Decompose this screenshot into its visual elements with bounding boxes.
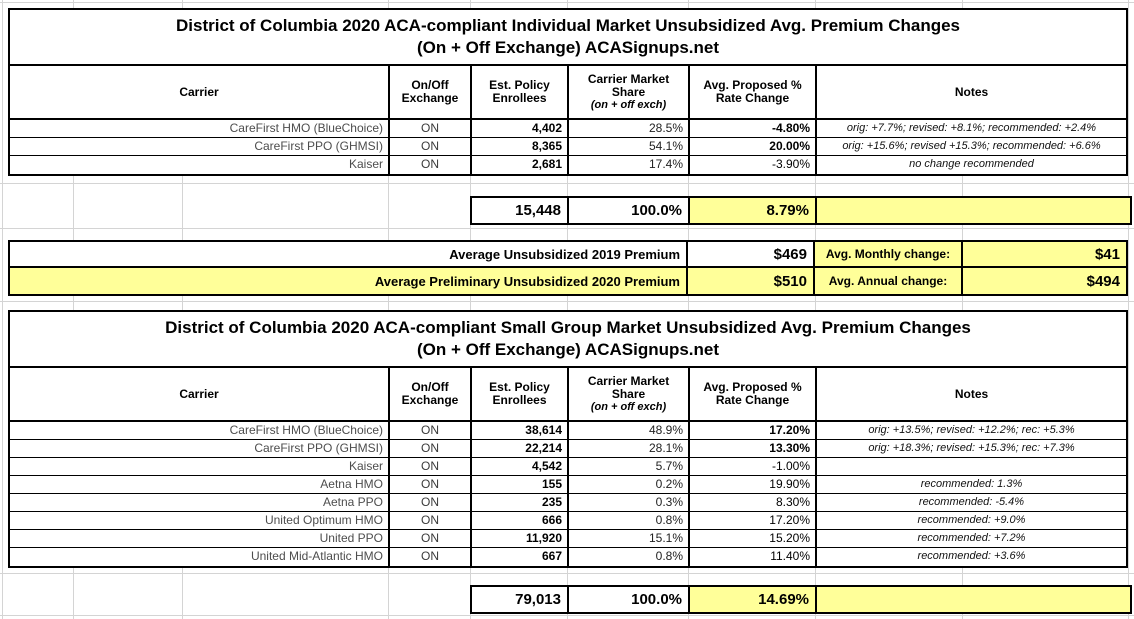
gridline <box>2 0 3 619</box>
exchange-cell: ON <box>390 512 472 529</box>
individual-market-table <box>8 8 1128 176</box>
exchange-cell: ON <box>390 138 472 155</box>
total-share: 100.0% <box>569 587 690 612</box>
carrier-cell: Aetna HMO <box>10 476 390 493</box>
small-group-market-table <box>8 310 1128 568</box>
col-header-market-share-main: Carrier Market Share <box>587 71 670 99</box>
carrier-cell: Aetna PPO <box>10 494 390 511</box>
enrollees-cell: 2,681 <box>472 156 569 174</box>
col-header-rate-change: Avg. Proposed % Rate Change <box>690 66 817 118</box>
table-row <box>10 120 1126 138</box>
share-cell: 0.8% <box>569 512 690 529</box>
table-row <box>10 440 1126 458</box>
total-notes <box>817 198 1130 223</box>
col-header-carrier: Carrier <box>10 66 390 118</box>
share-cell: 28.1% <box>569 440 690 457</box>
premium-summary <box>8 240 1128 296</box>
total-enrollees: 15,448 <box>472 198 569 223</box>
table-row <box>10 422 1126 440</box>
exchange-cell: ON <box>390 440 472 457</box>
premium-2019-value: $469 <box>688 242 815 266</box>
total-notes <box>817 587 1130 612</box>
small-group-totals-row <box>470 585 1132 614</box>
rate-cell: 13.30% <box>690 440 817 457</box>
notes-cell: recommended: -5.4% <box>918 496 1025 508</box>
share-cell: 0.3% <box>569 494 690 511</box>
share-cell: 28.5% <box>569 120 690 137</box>
rate-cell: 11.40% <box>690 548 817 566</box>
notes-cell: recommended: +9.0% <box>917 514 1026 526</box>
table-title-line1: District of Columbia 2020 ACA-compliant Small Group Market Unsubsidized Avg. Premium Changes <box>165 317 971 337</box>
enrollees-cell: 667 <box>472 548 569 566</box>
enrollees-cell: 11,920 <box>472 530 569 547</box>
share-cell: 0.2% <box>569 476 690 493</box>
carrier-cell: CareFirst PPO (GHMSI) <box>10 138 390 155</box>
col-header-exchange: On/Off Exchange <box>390 66 472 118</box>
total-share: 100.0% <box>569 198 690 223</box>
gridline <box>0 615 1134 616</box>
col-header-market-share-main: Carrier Market Share <box>587 373 670 401</box>
rate-cell: 17.20% <box>690 422 817 439</box>
table-row <box>10 156 1126 174</box>
notes-cell: recommended: 1.3% <box>920 478 1023 490</box>
share-cell: 54.1% <box>569 138 690 155</box>
total-enrollees: 79,013 <box>472 587 569 612</box>
rate-cell: 15.20% <box>690 530 817 547</box>
rate-cell: -4.80% <box>690 120 817 137</box>
table-title <box>10 10 1126 66</box>
enrollees-cell: 8,365 <box>472 138 569 155</box>
table-row <box>10 138 1126 156</box>
col-header-market-share <box>569 66 690 118</box>
table-row <box>10 458 1126 476</box>
col-header-rate-change: Avg. Proposed % Rate Change <box>690 368 817 420</box>
carrier-cell: United PPO <box>10 530 390 547</box>
carrier-cell: United Mid-Atlantic HMO <box>10 548 390 566</box>
exchange-cell: ON <box>390 422 472 439</box>
exchange-cell: ON <box>390 530 472 547</box>
col-header-notes: Notes <box>954 386 989 401</box>
exchange-cell: ON <box>390 458 472 475</box>
col-header-notes: Notes <box>954 84 989 99</box>
annual-change-value: $494 <box>963 268 1126 294</box>
exchange-cell: ON <box>390 120 472 137</box>
monthly-change-value: $41 <box>963 242 1126 266</box>
premium-2019-row <box>10 242 1126 268</box>
table-row <box>10 512 1126 530</box>
premium-2020-label: Average Preliminary Unsubsidized 2020 Premium <box>10 268 688 294</box>
carrier-cell: CareFirst HMO (BlueChoice) <box>10 422 390 439</box>
rate-cell: 19.90% <box>690 476 817 493</box>
col-header-market-share-sub: (on + off exch) <box>590 98 667 111</box>
exchange-cell: ON <box>390 156 472 174</box>
share-cell: 48.9% <box>569 422 690 439</box>
table-row <box>10 530 1126 548</box>
col-header-market-share-sub: (on + off exch) <box>590 400 667 413</box>
col-header-exchange: On/Off Exchange <box>390 368 472 420</box>
gridline <box>1128 0 1129 619</box>
column-header-row <box>10 66 1126 120</box>
notes-cell: no change recommended <box>909 158 1034 170</box>
carrier-cell: CareFirst PPO (GHMSI) <box>10 440 390 457</box>
exchange-cell: ON <box>390 548 472 566</box>
carrier-cell: Kaiser <box>10 156 390 174</box>
carrier-cell: Kaiser <box>10 458 390 475</box>
rate-cell: 20.00% <box>690 138 817 155</box>
rate-cell: -3.90% <box>690 156 817 174</box>
total-rate: 8.79% <box>690 198 817 223</box>
gridline <box>0 183 1134 184</box>
premium-2020-value: $510 <box>688 268 815 294</box>
carrier-cell: United Optimum HMO <box>10 512 390 529</box>
enrollees-cell: 4,402 <box>472 120 569 137</box>
enrollees-cell: 235 <box>472 494 569 511</box>
annual-change-label: Avg. Annual change: <box>815 268 963 294</box>
table-title <box>10 312 1126 368</box>
table-row <box>10 548 1126 566</box>
share-cell: 17.4% <box>569 156 690 174</box>
notes-cell: recommended: +3.6% <box>917 550 1026 562</box>
share-cell: 15.1% <box>569 530 690 547</box>
notes-cell: orig: +15.6%; revised +15.3%; recommended: +6.6% <box>842 140 1101 152</box>
col-header-market-share <box>569 368 690 420</box>
enrollees-cell: 155 <box>472 476 569 493</box>
exchange-cell: ON <box>390 494 472 511</box>
rate-cell: 8.30% <box>690 494 817 511</box>
carrier-cell: CareFirst HMO (BlueChoice) <box>10 120 390 137</box>
enrollees-cell: 38,614 <box>472 422 569 439</box>
enrollees-cell: 4,542 <box>472 458 569 475</box>
total-rate: 14.69% <box>690 587 817 612</box>
rate-cell: -1.00% <box>690 458 817 475</box>
table-title-line2: (On + Off Exchange) ACASignups.net <box>416 38 720 57</box>
exchange-cell: ON <box>390 476 472 493</box>
notes-cell: recommended: +7.2% <box>917 532 1026 544</box>
enrollees-cell: 22,214 <box>472 440 569 457</box>
notes-cell: orig: +7.7%; revised: +8.1%; recommended: +2.4% <box>846 122 1097 134</box>
enrollees-cell: 666 <box>472 512 569 529</box>
notes-cell <box>817 458 1126 475</box>
table-row <box>10 476 1126 494</box>
col-header-enrollees: Est. Policy Enrollees <box>472 368 569 420</box>
monthly-change-label: Avg. Monthly change: <box>815 242 963 266</box>
premium-2020-row <box>10 268 1126 294</box>
share-cell: 5.7% <box>569 458 690 475</box>
gridline <box>0 573 1134 574</box>
col-header-enrollees: Est. Policy Enrollees <box>472 66 569 118</box>
table-title-line1: District of Columbia 2020 ACA-compliant Individual Market Unsubsidized Avg. Premium Changes <box>175 15 961 35</box>
table-row <box>10 494 1126 512</box>
rate-cell: 17.20% <box>690 512 817 529</box>
gridline <box>0 301 1134 302</box>
premium-2019-label: Average Unsubsidized 2019 Premium <box>10 242 688 266</box>
share-cell: 0.8% <box>569 548 690 566</box>
gridline <box>0 228 1134 229</box>
notes-cell: orig: +13.5%; revised: +12.2%; rec: +5.3% <box>868 424 1075 436</box>
column-header-row <box>10 368 1126 422</box>
col-header-carrier: Carrier <box>10 368 390 420</box>
individual-totals-row <box>470 196 1132 225</box>
gridline <box>0 2 1134 3</box>
table-title-line2: (On + Off Exchange) ACASignups.net <box>416 340 720 359</box>
notes-cell: orig: +18.3%; revised: +15.3%; rec: +7.3% <box>868 442 1075 454</box>
